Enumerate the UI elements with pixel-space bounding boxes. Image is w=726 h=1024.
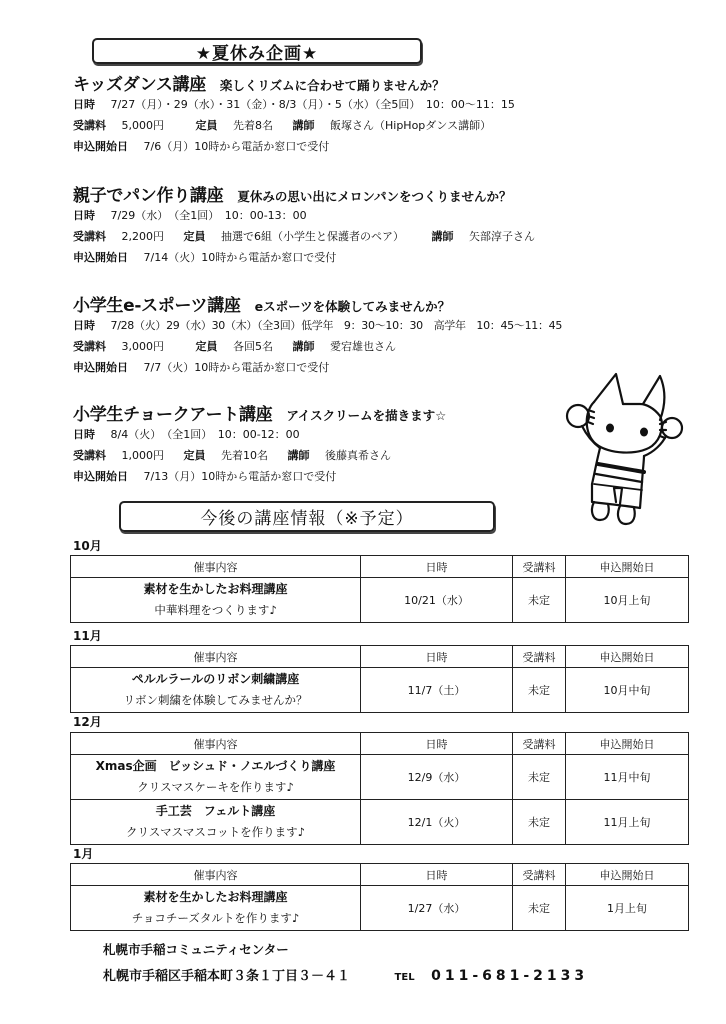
table-header-row [71,556,689,578]
date-label: 日時 [73,98,95,111]
summer-section-title [92,38,422,64]
table-row [71,755,689,800]
schedule-table-november [70,645,689,713]
table-header-row [71,864,689,886]
course-date-line [73,205,673,226]
header-event: 催事内容 [71,556,361,578]
course-name: キッズダンス講座 [73,75,206,95]
course-name: 親子でパン作り講座 [73,186,224,206]
capacity-value: 先着10名 [221,449,268,462]
header-apply: 申込開始日 [566,556,689,578]
course-apply-line [73,136,673,157]
event-cell [71,800,361,845]
course-name: 小学生e-スポーツ講座 [73,296,241,316]
header-date: 日時 [361,733,513,755]
event-date: 12/9（水） [361,755,513,800]
course-kids-dance [73,70,673,157]
event-cell [71,886,361,931]
course-catchphrase: eスポーツを体験してみませんか？ [254,299,451,314]
month-label-january: 1月 [73,847,94,861]
event-fee: 未定 [513,578,566,623]
month-label-october: 10月 [73,539,102,553]
capacity-label: 定員 [183,230,206,243]
course-fee-line [73,226,673,247]
event-cell [71,578,361,623]
capacity-value: 先着8名 [233,119,273,132]
apply-value: 7/6（月）10時から電話か窓口で受付 [143,140,330,153]
instructor-label: 講師 [287,449,310,462]
course-fee-line [73,336,673,357]
event-date: 11/7（土） [361,668,513,713]
course-parent-child-bread [73,181,673,268]
table-header-row [71,646,689,668]
apply-value: 7/13（月）10時から電話か窓口で受付 [143,470,337,483]
cat-mascot-icon [548,372,688,532]
instructor-value: 矢部淳子さん [469,230,535,243]
date-value: 7/28（火）29（水）30（木）（全3回）低学年 9：30～10：30 高学年 10：45～11：45 [110,319,563,332]
instructor-value: 後藤真希さん [325,449,391,462]
fee-label: 受講料 [73,449,106,462]
instructor-label: 講師 [292,340,315,353]
instructor-value: 飯塚さん（HipHopダンス講師） [330,119,492,132]
table-header-row [71,733,689,755]
apply-label: 申込開始日 [73,140,128,153]
course-date-line [73,94,673,115]
header-fee: 受講料 [513,646,566,668]
event-date: 10/21（水） [361,578,513,623]
event-apply: 11月中旬 [566,755,689,800]
table-row [71,886,689,931]
organization-contact [103,965,588,984]
capacity-value: 各回5名 [233,340,273,353]
event-subtitle: 中華料理をつくります♪ [154,603,277,617]
event-date: 1/27（水） [361,886,513,931]
date-value: 7/29（水） （全1回） 10：00-13：00 [110,209,307,222]
instructor-label: 講師 [431,230,454,243]
capacity-label: 定員 [195,340,218,353]
apply-label: 申込開始日 [73,251,128,264]
month-label-december: 12月 [73,715,102,729]
course-catchphrase: 楽しくリズムに合わせて踊りませんか？ [219,78,445,93]
capacity-value: 抽選で6組（小学生と保護者のペア） [221,230,404,243]
schedule-table-october [70,555,689,623]
date-value: 7/27（月）・29（水）・31（金）・8/3（月）・5（水）（全5回） 10：00～11：15 [110,98,515,111]
schedule-table-january [70,863,689,931]
course-esports [73,291,673,378]
event-subtitle: クリスマスマスコットを作ります♪ [126,825,305,839]
course-date-line [73,315,673,336]
instructor-label: 講師 [292,119,315,132]
header-apply: 申込開始日 [566,646,689,668]
date-value: 8/4（火） （全1回） 10：00-12：00 [110,428,300,441]
course-fee-line [73,115,673,136]
header-date: 日時 [361,556,513,578]
header-date: 日時 [361,646,513,668]
header-fee: 受講料 [513,556,566,578]
date-label: 日時 [73,319,95,332]
header-fee: 受講料 [513,864,566,886]
header-date: 日時 [361,864,513,886]
header-fee: 受講料 [513,733,566,755]
fee-label: 受講料 [73,119,106,132]
fee-label: 受講料 [73,340,106,353]
apply-label: 申込開始日 [73,361,128,374]
event-title: 手工芸 フェルト講座 [155,804,276,818]
summer-title-text: ★夏休み企画★ [195,43,319,64]
event-cell [71,668,361,713]
table-row [71,578,689,623]
fee-value: 5,000円 [121,119,164,132]
event-date: 12/1（火） [361,800,513,845]
month-label-november: 11月 [73,629,102,643]
table-row [71,800,689,845]
table-row [71,668,689,713]
event-fee: 未定 [513,755,566,800]
event-title: 素材を生かしたお料理講座 [143,582,288,596]
header-event: 催事内容 [71,864,361,886]
event-title: 素材を生かしたお料理講座 [143,890,288,904]
event-cell [71,755,361,800]
tel-number: 011-681-2133 [431,968,589,984]
apply-value: 7/14（火）10時から電話か窓口で受付 [143,251,337,264]
course-name: 小学生チョークアート講座 [73,405,273,425]
tel-label: TEL [394,972,415,983]
event-subtitle: クリスマスケーキを作ります♪ [137,780,294,794]
capacity-label: 定員 [195,119,218,132]
event-fee: 未定 [513,886,566,931]
date-label: 日時 [73,428,95,441]
course-apply-line [73,247,673,268]
event-apply: 10月上旬 [566,578,689,623]
fee-value: 1,000円 [121,449,164,462]
instructor-value: 愛宕雄也さん [330,340,396,353]
apply-value: 7/7（火）10時から電話か窓口で受付 [143,361,330,374]
header-apply: 申込開始日 [566,733,689,755]
date-label: 日時 [73,209,95,222]
event-subtitle: リボン刺繍を体験してみませんか？ [123,693,308,707]
course-catchphrase: 夏休みの思い出にメロンパンをつくりませんか？ [237,189,512,204]
header-event: 催事内容 [71,646,361,668]
event-title: Xmas企画 ビッシュド・ノエルづくり講座 [95,759,336,773]
event-apply: 10月中旬 [566,668,689,713]
schedule-table-december [70,732,689,845]
event-title: ペルルラールのリボン刺繍講座 [131,672,300,686]
header-event: 催事内容 [71,733,361,755]
future-section-title [119,501,495,532]
course-catchphrase: アイスクリームを描きます☆ [286,408,447,423]
fee-value: 2,200円 [121,230,164,243]
capacity-label: 定員 [183,449,206,462]
fee-label: 受講料 [73,230,106,243]
event-subtitle: チョコチーズタルトを作ります♪ [131,911,300,925]
organization-name: 札幌市手稲コミュニティセンター [103,942,289,957]
future-title-text: 今後の講座情報（※予定） [200,509,414,529]
event-apply: 1月上旬 [566,886,689,931]
event-fee: 未定 [513,668,566,713]
event-apply: 11月上旬 [566,800,689,845]
apply-label: 申込開始日 [73,470,128,483]
header-apply: 申込開始日 [566,864,689,886]
fee-value: 3,000円 [121,340,164,353]
event-fee: 未定 [513,800,566,845]
organization-address: 札幌市手稲区手稲本町３条１丁目３－４１ [103,969,351,984]
